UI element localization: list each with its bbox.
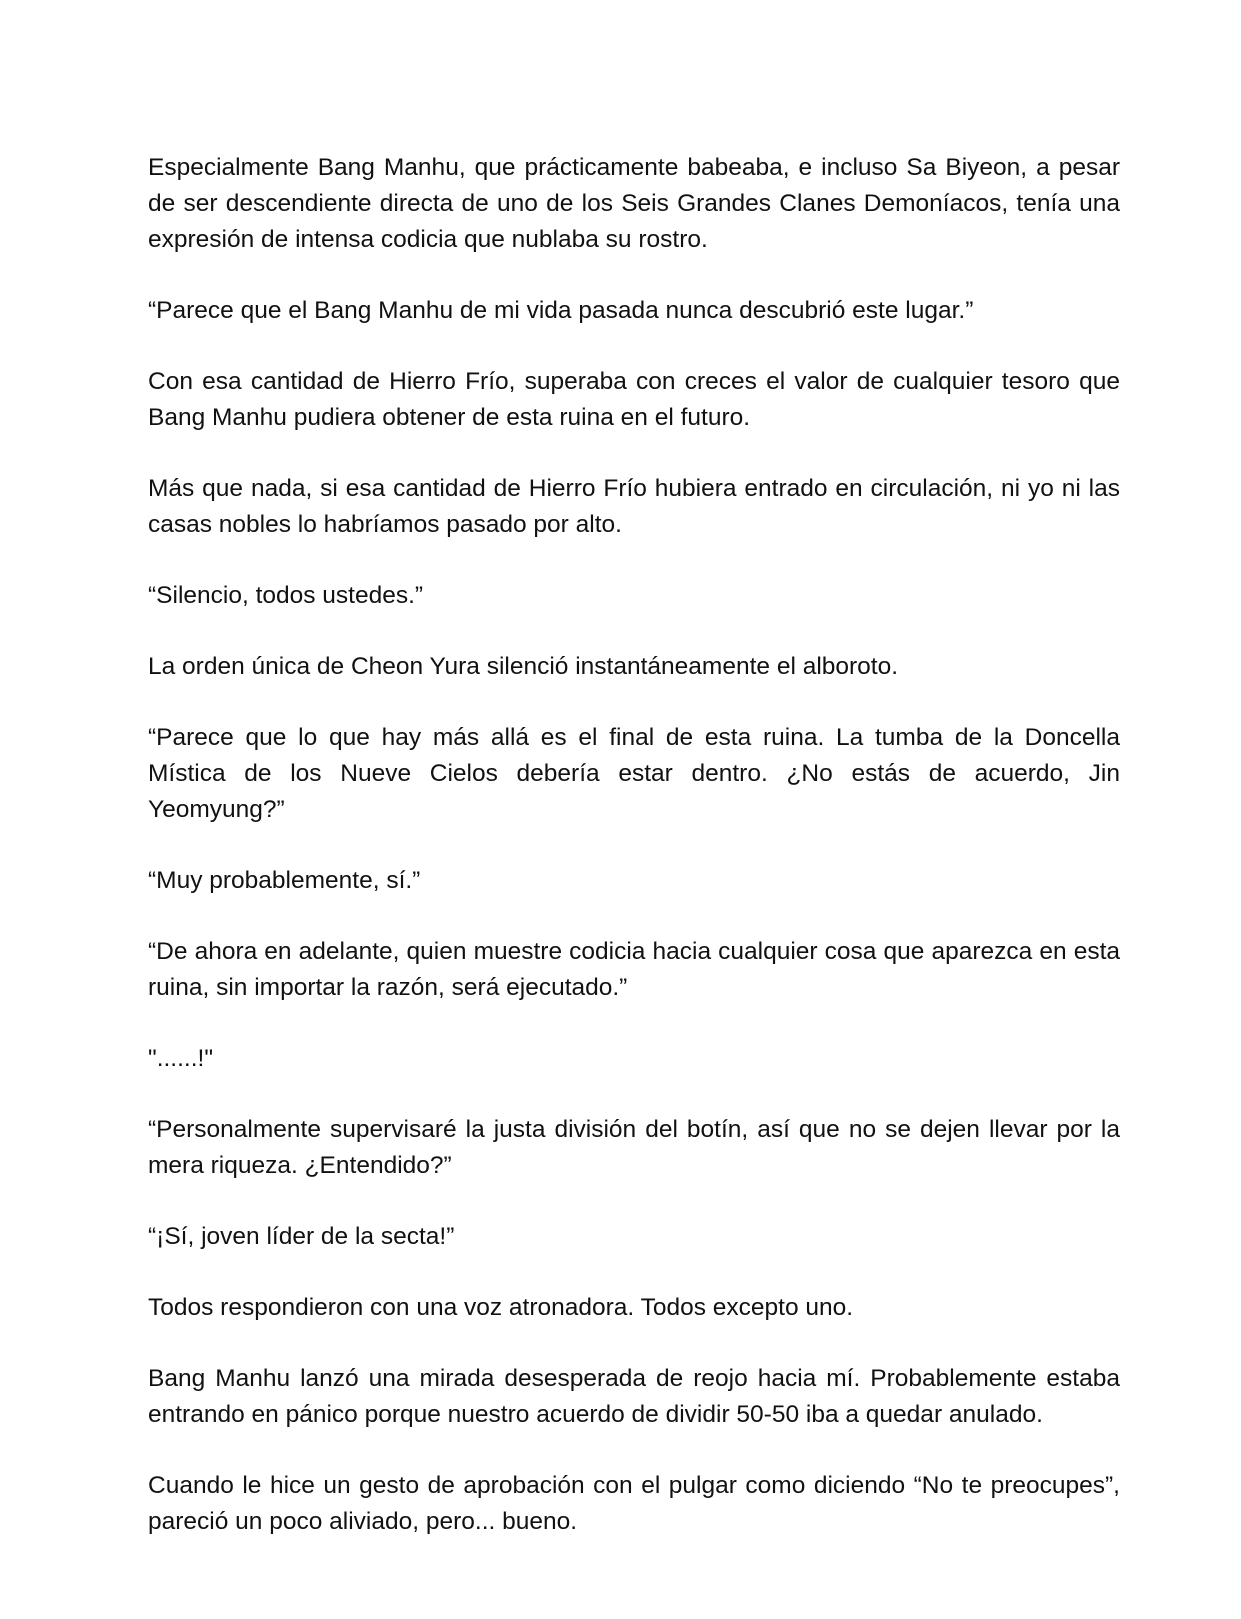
document-body	[148, 150, 1120, 1575]
paragraph: “Parece que lo que hay más allá es el final de esta ruina. La tumba de la Doncella Mística de los Nueve Cielos debería estar dentro. ¿No estás de acuerdo, Jin Yeomyung?”	[148, 724, 1120, 823]
paragraph: Especialmente Bang Manhu, que prácticamente babeaba, e incluso Sa Biyeon, a pesar de ser descendiente directa de uno de los Seis Grandes Clanes Demoníacos, tenía una expresión de intensa codicia que nublaba su rostro.	[148, 154, 1120, 253]
paragraph: “Personalmente supervisaré la justa división del botín, así que no se dejen llevar por la mera riqueza. ¿Entendido?”	[148, 1116, 1120, 1179]
paragraph: La orden única de Cheon Yura silenció instantáneamente el alboroto.	[148, 653, 899, 680]
paragraph: Bang Manhu lanzó una mirada desesperada de reojo hacia mí. Probablemente estaba entrando en pánico porque nuestro acuerdo de dividir 50-50 iba a quedar anulado.	[148, 1365, 1120, 1428]
paragraph: Cuando le hice un gesto de aprobación con el pulgar como diciendo “No te preocupes”, pareció un poco aliviado, pero... bueno.	[148, 1472, 1120, 1535]
paragraph: “Parece que el Bang Manhu de mi vida pasada nunca descubrió este lugar.”	[148, 297, 974, 324]
paragraph: Todos respondieron con una voz atronadora. Todos excepto uno.	[148, 1294, 854, 1321]
paragraph: “Muy probablemente, sí.”	[148, 867, 421, 894]
paragraph: “De ahora en adelante, quien muestre codicia hacia cualquier cosa que aparezca en esta ruina, sin importar la razón, será ejecutado.”	[148, 938, 1120, 1001]
paragraph: “Silencio, todos ustedes.”	[148, 582, 424, 609]
paragraph: "......!"	[148, 1045, 214, 1072]
paragraph: Más que nada, si esa cantidad de Hierro Frío hubiera entrado en circulación, ni yo ni las casas nobles lo habríamos pasado por alto.	[148, 475, 1120, 538]
paragraph: Con esa cantidad de Hierro Frío, superaba con creces el valor de cualquier tesoro que Bang Manhu pudiera obtener de esta ruina en el futuro.	[148, 368, 1120, 431]
paragraph: “¡Sí, joven líder de la secta!”	[148, 1223, 455, 1250]
